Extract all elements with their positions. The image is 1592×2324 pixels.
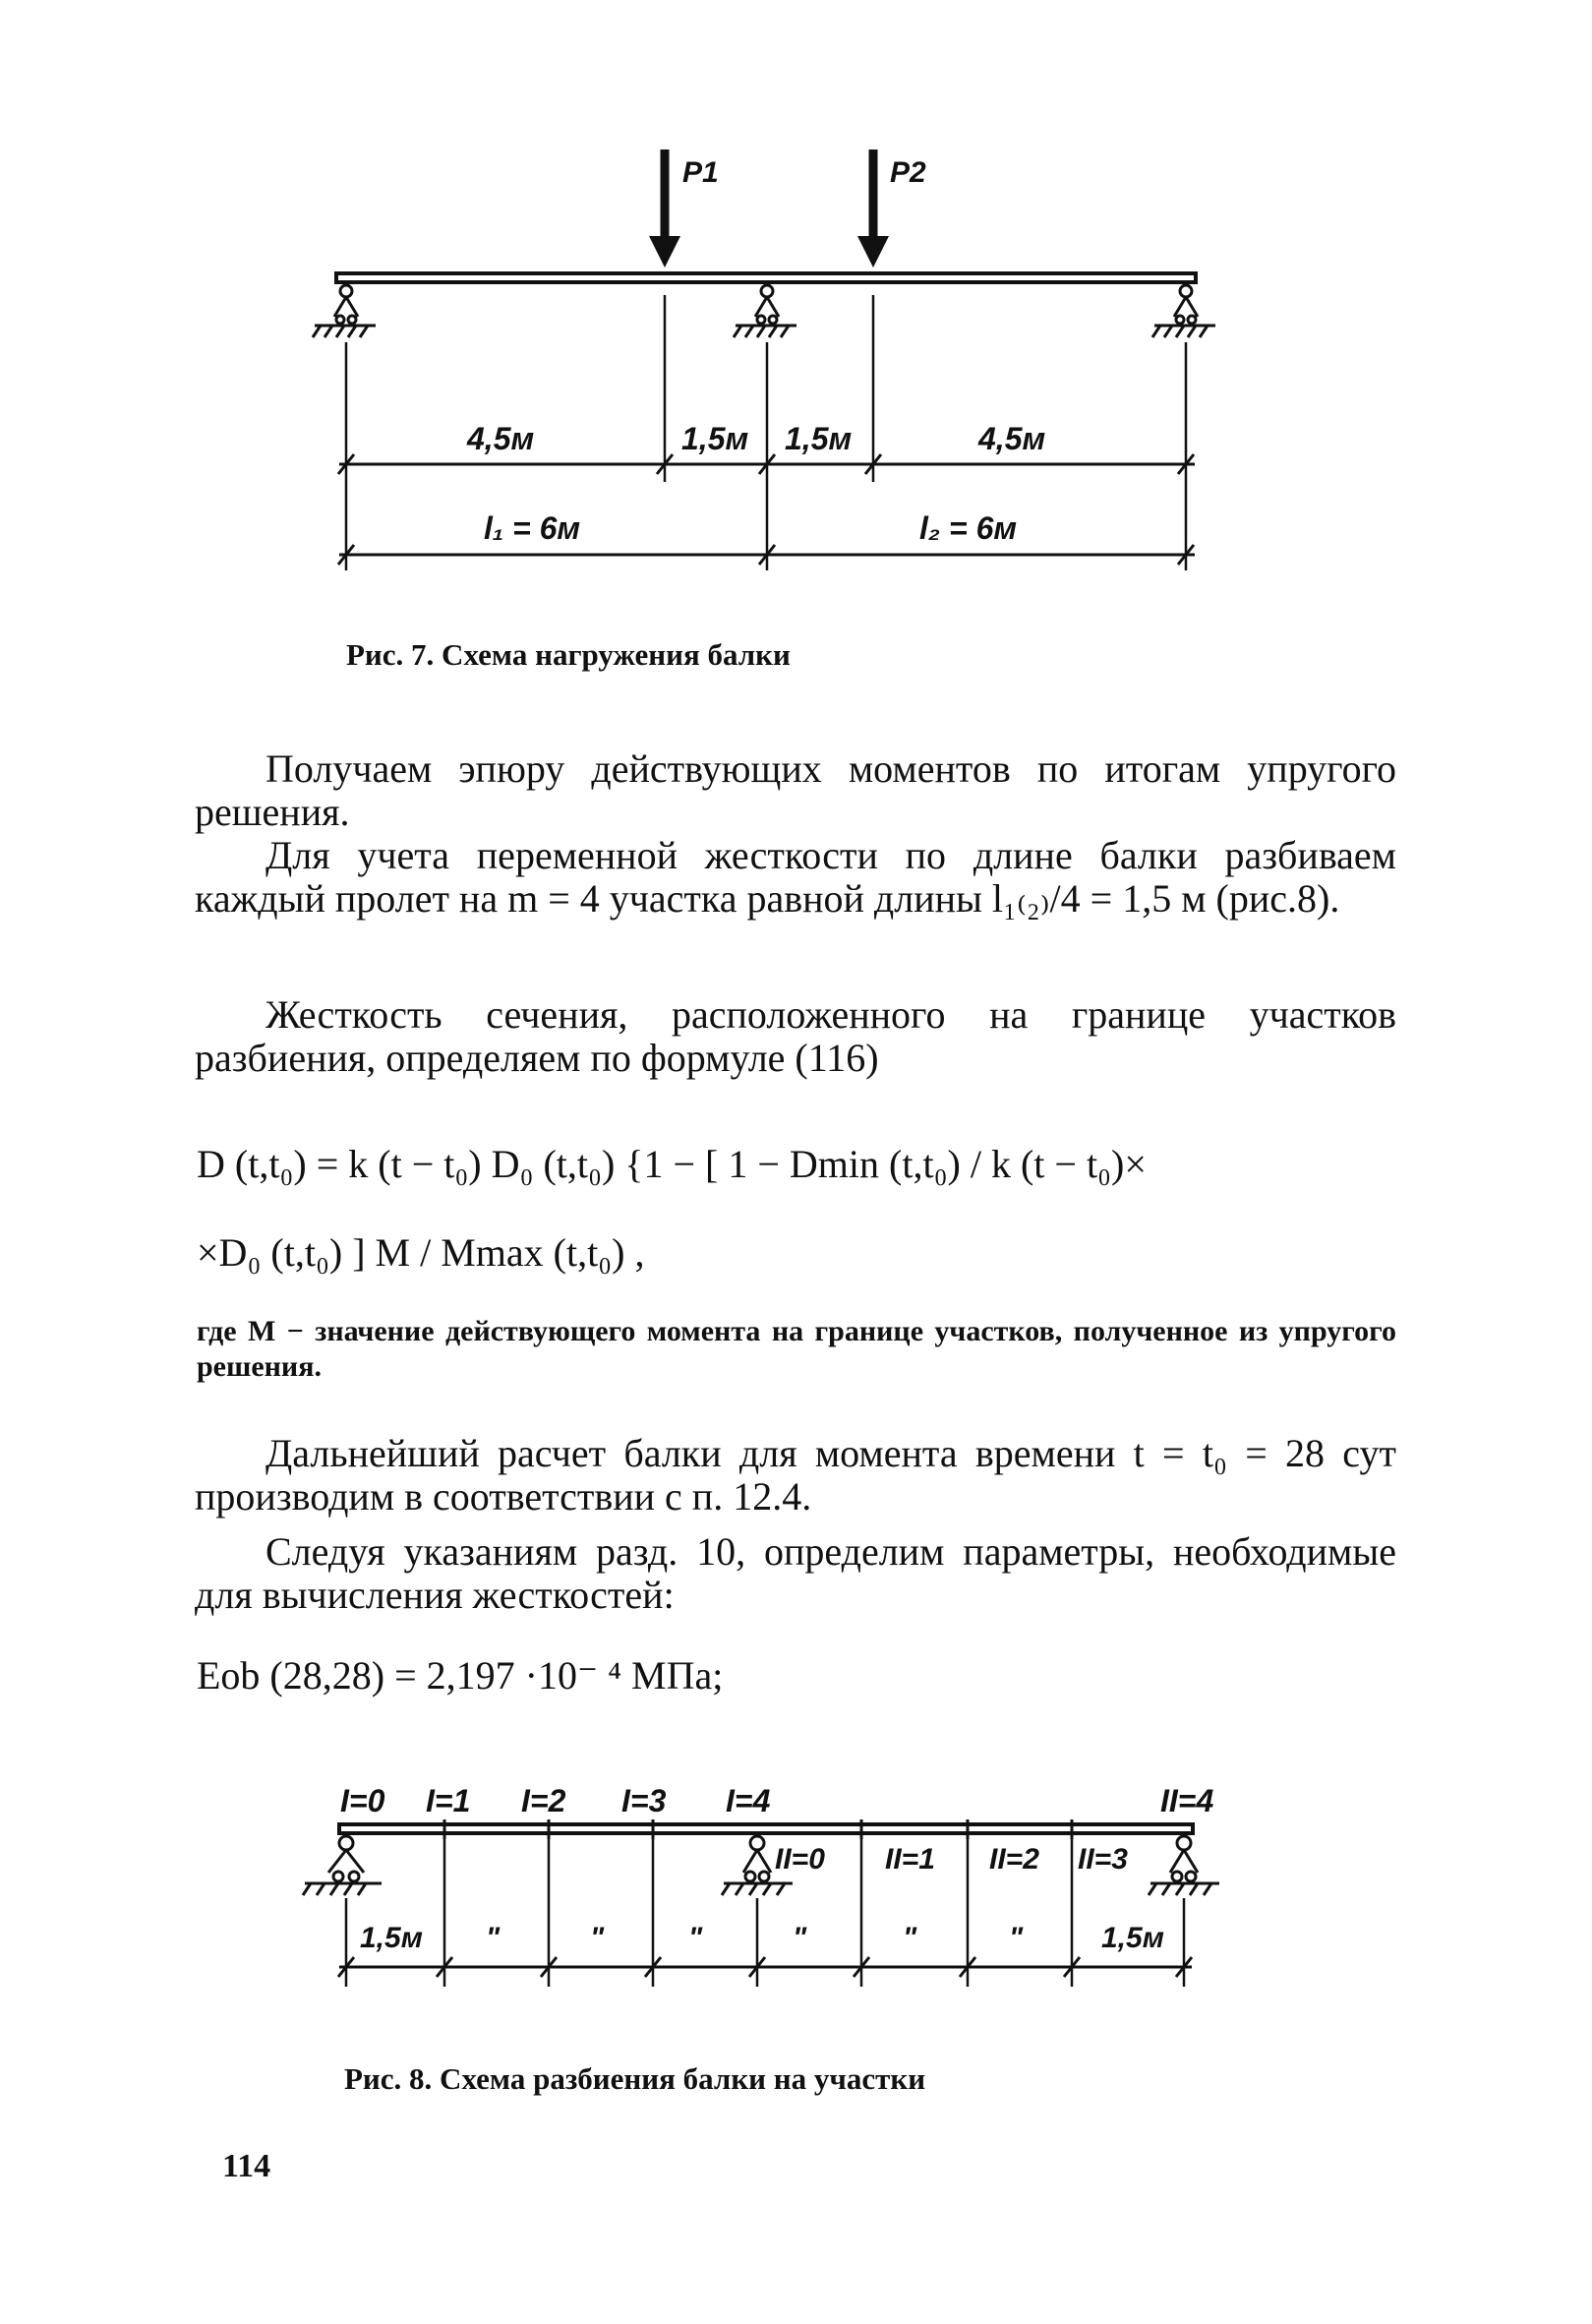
figure-7-diagram xyxy=(0,0,1592,590)
support-middle xyxy=(734,285,796,337)
section-label-ii3: II=3 xyxy=(1078,1843,1128,1876)
dim-label-4: 4,5м xyxy=(978,421,1046,456)
segment-dim-2: " xyxy=(486,1922,501,1954)
paragraph-5: Следуя указаниям разд. 10, определим параметры, необходимые для вычисления жесткостей: xyxy=(195,1529,1396,1617)
span-label-2: l₂ = 6м xyxy=(919,510,1018,546)
page-number: 114 xyxy=(222,2148,271,2184)
paragraph-3: Жесткость сечения, расположенного на границе участков разбиения, определяем по формуле (116) xyxy=(195,992,1396,1080)
section-label-i3: I=3 xyxy=(621,1783,667,1818)
section-label-i0: I=0 xyxy=(340,1783,385,1818)
dim-label-3: 1,5м xyxy=(785,421,853,456)
dim-label-2: 1,5м xyxy=(681,421,749,456)
figure-7-caption: Рис. 7. Схема нагружения балки xyxy=(346,637,791,672)
segment-dim-5: " xyxy=(793,1922,807,1954)
formula-eob: Eob (28,28) = 2,197 ·10⁻ ⁴ МПа; xyxy=(197,1653,724,1698)
support-right xyxy=(1152,285,1215,337)
section-label-i2: I=2 xyxy=(521,1783,566,1818)
segment-dim-3: " xyxy=(590,1922,605,1954)
formula-stiffness-line-2: ×D₀ (t,t₀) ] M / Mmax (t,t₀) , xyxy=(197,1230,645,1275)
support-right xyxy=(1149,1836,1219,1895)
section-label-ii1: II=1 xyxy=(885,1843,935,1876)
formula-stiffness-line-1: D (t,t₀) = k (t − t₀) D₀ (t,t₀) {1 − [ 1 − Dmin (t,t₀) / k (t − t₀)× xyxy=(197,1142,1147,1186)
span-label-1: l₁ = 6м xyxy=(484,510,581,546)
section-label-i4: I=4 xyxy=(726,1783,771,1818)
dim-label-1: 4,5м xyxy=(467,421,535,456)
segment-dim-8: 1,5м xyxy=(1101,1922,1164,1954)
load-label-p2: P2 xyxy=(890,156,926,189)
section-label-i1: I=1 xyxy=(426,1783,471,1818)
paragraph-1: Получаем эпюру действующих моментов по итогам упругого решения. xyxy=(195,746,1396,834)
paragraph-2: Для учета переменной жесткости по длине балки разбиваем каждый пролет на m = 4 участка равной длины l₁₍₂₎/4 = 1,5 м (рис.8). xyxy=(195,833,1396,921)
segment-dim-1: 1,5м xyxy=(360,1922,423,1954)
load-arrow-p1 xyxy=(649,149,680,268)
beam xyxy=(336,273,1196,282)
section-label-ii4: II=4 xyxy=(1160,1783,1214,1818)
figure-8-diagram xyxy=(0,1770,1592,2026)
formula-note: где M − значение действующего момента на границе участков, полученное из упругого решения. xyxy=(197,1315,1396,1383)
support-left xyxy=(303,1836,382,1895)
beam xyxy=(339,1824,1193,1833)
load-arrow-p2 xyxy=(857,149,889,268)
dimension-line xyxy=(338,1957,1192,1977)
segment-dim-6: " xyxy=(903,1922,917,1954)
support-left xyxy=(313,285,376,337)
paragraph-4: Дальнейший расчет балки для момента времени t = t₀ = 28 сут производим в соответствии с п. 12.4. xyxy=(195,1431,1396,1519)
load-label-p1: P1 xyxy=(682,156,719,189)
section-label-ii0: II=0 xyxy=(775,1843,825,1876)
segment-dim-7: " xyxy=(1009,1922,1024,1954)
section-label-ii2: II=2 xyxy=(989,1843,1039,1876)
figure-8-caption: Рис. 8. Схема разбиения балки на участки xyxy=(344,2061,926,2096)
segment-dim-4: " xyxy=(688,1922,703,1954)
